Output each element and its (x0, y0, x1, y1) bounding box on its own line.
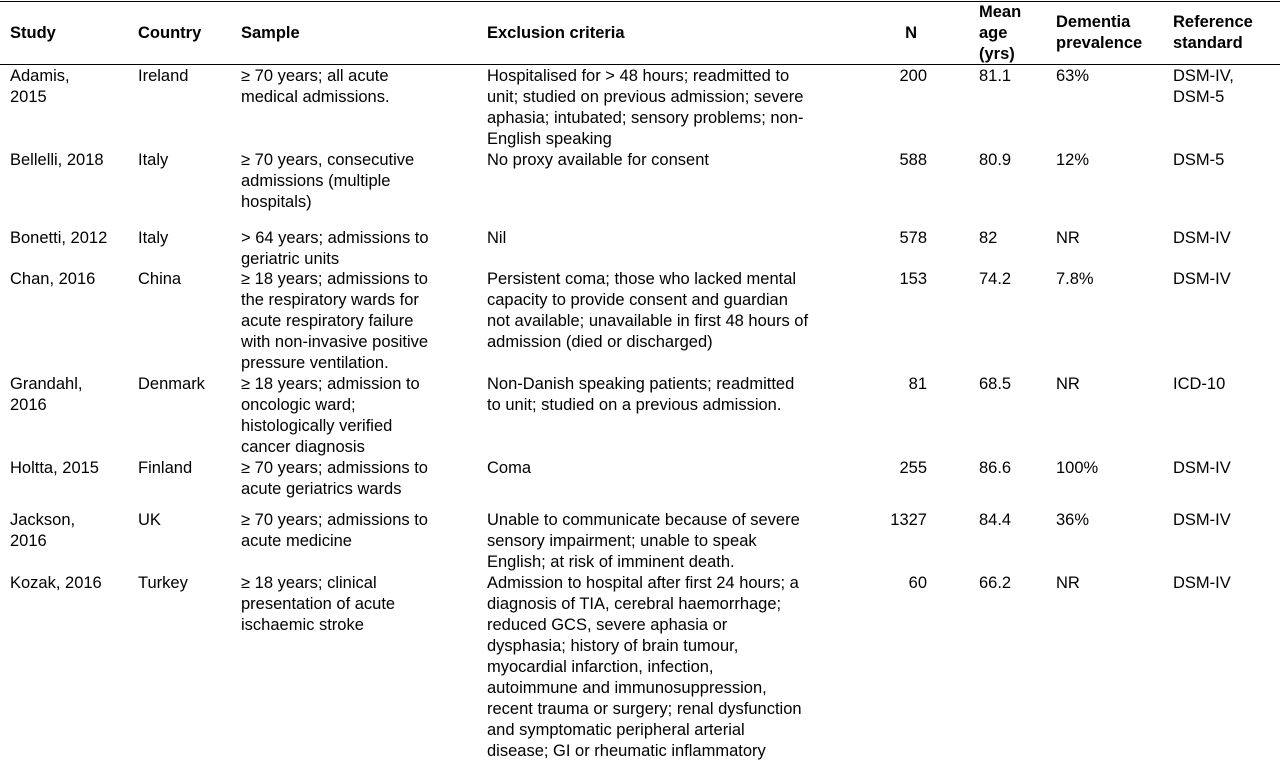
cell-sample: ≥ 70 years; admissions to acute geriatrics wards (241, 459, 428, 498)
cell-study: Bellelli, 2018 (10, 151, 104, 169)
header-reference-standard: Reference standard (1173, 13, 1253, 52)
cell-study: Bonetti, 2012 (10, 229, 108, 247)
cell-sample: > 64 years; admissions to geriatric units (241, 229, 429, 268)
cell-study: Kozak, 2016 (10, 574, 102, 592)
cell-exclusion: Non-Danish speaking patients; readmitted to unit; studied on a previous admission. (487, 375, 795, 414)
header-mean-age: Mean age (yrs) (979, 3, 1022, 63)
cell-study: Chan, 2016 (10, 270, 96, 288)
header-exclusion-criteria: Exclusion criteria (487, 24, 625, 42)
header-country: Country (138, 24, 202, 42)
cell-n: 200 (899, 67, 927, 85)
cell-dementia: 63% (1056, 67, 1090, 85)
header-dementia-prevalence: Dementia prevalence (1056, 13, 1143, 52)
cell-mean-age: 84.4 (979, 511, 1012, 529)
cell-country: China (138, 270, 182, 288)
cell-sample: ≥ 70 years; admissions to acute medicine (241, 511, 428, 550)
cell-exclusion: Nil (487, 229, 507, 247)
cell-country: Finland (138, 459, 193, 477)
cell-sample: ≥ 18 years; admission to oncologic ward; histologically verified cancer diagnosis (241, 375, 420, 456)
cell-n: 1327 (890, 511, 927, 529)
cell-country: Italy (138, 229, 169, 247)
cell-sample: ≥ 70 years; all acute medical admissions. (241, 67, 390, 106)
cell-exclusion: Coma (487, 459, 532, 477)
table-top-rule (0, 1, 1280, 2)
cell-dementia: 36% (1056, 511, 1090, 529)
cell-country: Turkey (138, 574, 188, 592)
cell-mean-age: 68.5 (979, 375, 1012, 393)
cell-sample: ≥ 70 years, consecutive admissions (multiple hospitals) (241, 151, 415, 211)
cell-exclusion: Unable to communicate because of severe sensory impairment; unable to speak English; at risk of imminent death. (487, 511, 800, 571)
cell-reference: DSM-IV, DSM-5 (1173, 67, 1234, 106)
header-n: N (905, 24, 917, 42)
table-header-rule (0, 64, 1280, 65)
cell-exclusion: No proxy available for consent (487, 151, 709, 169)
cell-exclusion: Hospitalised for > 48 hours; readmitted to unit; studied on previous admission; severe aphasia; intubated; sensory problems; non- English speaking (487, 67, 804, 148)
cell-reference: DSM-IV (1173, 229, 1231, 247)
cell-reference: DSM-5 (1173, 151, 1225, 169)
cell-dementia: 12% (1056, 151, 1090, 169)
cell-reference: DSM-IV (1173, 511, 1231, 529)
cell-mean-age: 80.9 (979, 151, 1012, 169)
cell-mean-age: 66.2 (979, 574, 1012, 592)
cell-mean-age: 81.1 (979, 67, 1012, 85)
cell-exclusion: Admission to hospital after first 24 hours; a diagnosis of TIA, cerebral haemorrhage; reduced GCS, severe aphasia or dysphasia; history of brain tumour, myocardial infarction, infection, autoimmune and immunosuppression, recent trauma or surgery; renal dysfunction and symptomatic peripheral arterial disease; GI or rheumatic inflammatory (487, 574, 802, 760)
cell-n: 588 (899, 151, 927, 169)
cell-reference: ICD-10 (1173, 375, 1226, 393)
cell-country: Italy (138, 151, 169, 169)
cell-mean-age: 74.2 (979, 270, 1012, 288)
cell-reference: DSM-IV (1173, 574, 1231, 592)
cell-study: Jackson, 2016 (10, 511, 76, 550)
cell-country: UK (138, 511, 161, 529)
cell-n: 153 (899, 270, 927, 288)
cell-reference: DSM-IV (1173, 459, 1231, 477)
cell-dementia: NR (1056, 574, 1080, 592)
cell-country: Denmark (138, 375, 205, 393)
cell-dementia: NR (1056, 375, 1080, 393)
cell-mean-age: 86.6 (979, 459, 1012, 477)
cell-dementia: 100% (1056, 459, 1099, 477)
cell-mean-age: 82 (979, 229, 998, 247)
cell-n: 81 (908, 375, 927, 393)
cell-dementia: 7.8% (1056, 270, 1094, 288)
cell-reference: DSM-IV (1173, 270, 1231, 288)
cell-n: 255 (899, 459, 927, 477)
cell-n: 60 (908, 574, 927, 592)
cell-study: Grandahl, 2016 (10, 375, 83, 414)
header-sample: Sample (241, 24, 300, 42)
header-study: Study (10, 24, 56, 42)
cell-study: Holtta, 2015 (10, 459, 99, 477)
cell-country: Ireland (138, 67, 189, 85)
cell-study: Adamis, 2015 (10, 67, 70, 106)
cell-n: 578 (899, 229, 927, 247)
cell-exclusion: Persistent coma; those who lacked mental capacity to provide consent and guardian not available; unavailable in first 48 hours of admission (died or discharged) (487, 270, 809, 351)
cell-sample: ≥ 18 years; admissions to the respiratory wards for acute respiratory failure with non-invasive positive pressure ventilation. (241, 270, 429, 372)
cell-sample: ≥ 18 years; clinical presentation of acute ischaemic stroke (241, 574, 396, 634)
cell-dementia: NR (1056, 229, 1080, 247)
